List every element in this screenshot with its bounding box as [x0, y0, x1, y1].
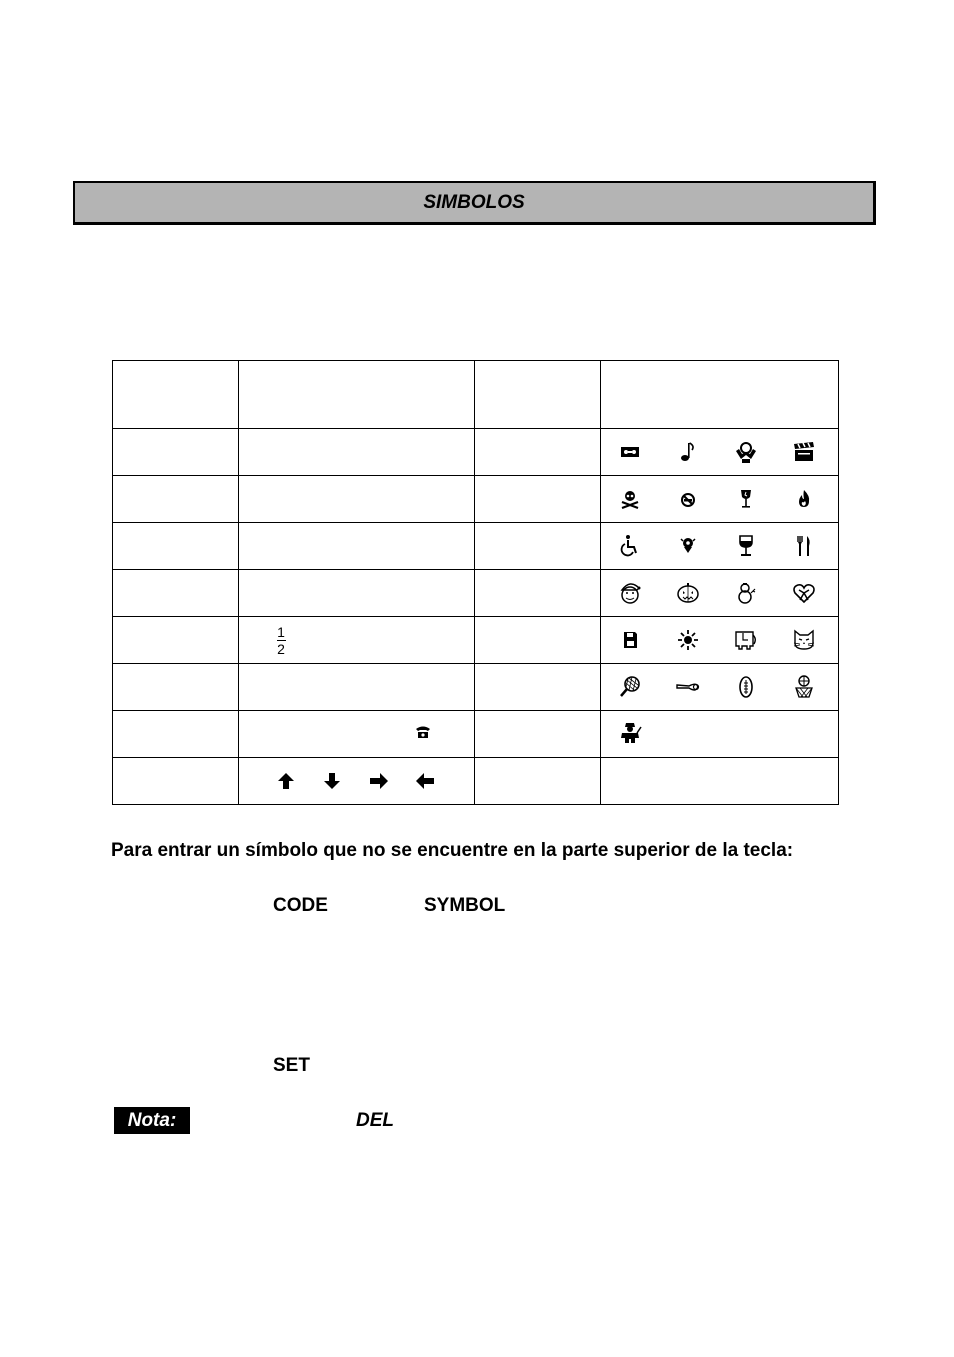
- section-title: SIMBOLOS: [423, 191, 525, 213]
- del-key-label: DEL: [356, 1110, 394, 1131]
- section-banner: [73, 181, 876, 225]
- flame-icon: [775, 486, 833, 512]
- singer-icon: [717, 439, 775, 465]
- basketball-hoop-icon: [775, 674, 833, 700]
- table-header-row: [113, 361, 839, 429]
- table-row: [113, 617, 839, 664]
- telephone-icon: [415, 724, 431, 745]
- arrow-right-icon: [369, 772, 415, 790]
- music-note-icon: [659, 439, 717, 465]
- heart-ribbon-icon: [775, 580, 833, 606]
- code-key-label: CODE: [273, 895, 328, 916]
- arrow-up-icon: [277, 772, 323, 790]
- no-smoking-icon: [659, 486, 717, 512]
- set-key-label: SET: [273, 1055, 310, 1076]
- tennis-racket-icon: [601, 674, 659, 700]
- symbol-key-label: SYMBOL: [424, 895, 506, 916]
- arrow-down-icon: [323, 772, 369, 790]
- arrow-left-icon: [415, 772, 461, 790]
- cat-face-icon: [775, 627, 833, 653]
- cassette-icon: [601, 439, 659, 465]
- table-row: [113, 429, 839, 476]
- symbols-table: [112, 360, 839, 805]
- wheelchair-icon: [601, 533, 659, 559]
- clapperboard-icon: [775, 439, 833, 465]
- football-icon: [717, 674, 775, 700]
- table-row: [113, 758, 839, 805]
- snowman-icon: [717, 580, 775, 606]
- table-row: [113, 476, 839, 523]
- table-row: [113, 711, 839, 758]
- skull-crossbones-icon: [601, 486, 659, 512]
- table-row: [113, 664, 839, 711]
- fragile-glass-icon: [717, 486, 775, 512]
- one-half-fraction: $\frac{1}{2}$: [277, 624, 285, 657]
- wine-glass-icon: [717, 533, 775, 559]
- elephant-icon: [717, 627, 775, 653]
- table-row: [113, 523, 839, 570]
- instructions-heading: Para entrar un símbolo que no se encuentre en la parte superior de la tecla:: [111, 840, 794, 861]
- santa-face-icon: [601, 580, 659, 606]
- jack-o-lantern-icon: [659, 580, 717, 606]
- flower-icon: [659, 533, 717, 559]
- sun-icon: [659, 627, 717, 653]
- fork-knife-icon: [775, 533, 833, 559]
- note-badge: Nota:: [114, 1107, 190, 1134]
- floppy-disk-icon: [601, 627, 659, 653]
- soldier-icon: [601, 721, 659, 747]
- table-row: [113, 570, 839, 617]
- baseball-bat-icon: [659, 674, 717, 700]
